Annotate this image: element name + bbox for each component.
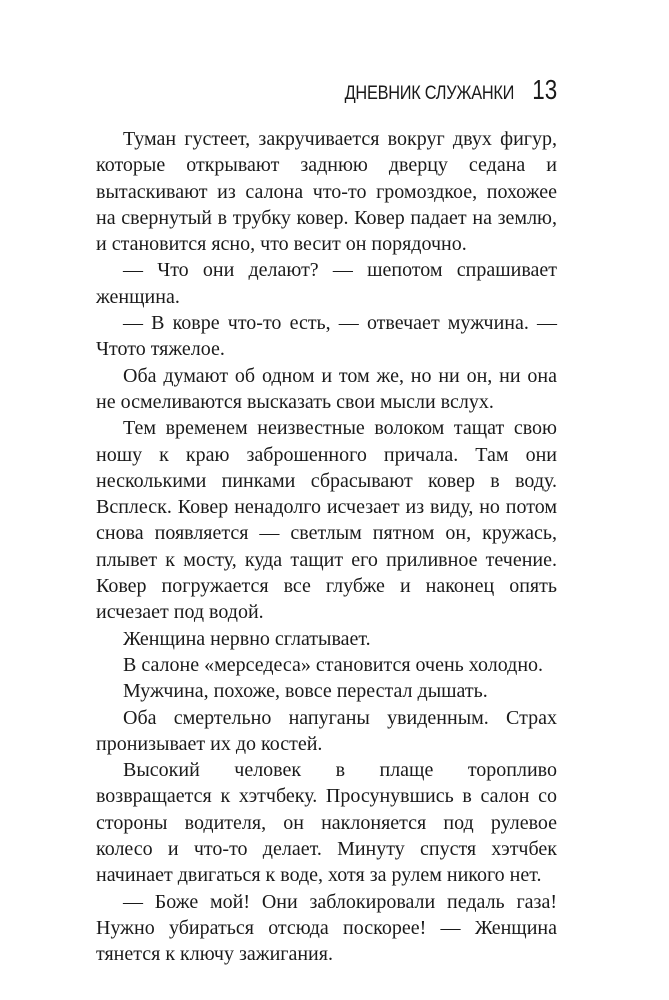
paragraph: Высокий человек в плаще торопливо возвращается к хэтчбеку. Просунувшись в салон со стороны водителя, он наклоняется под рулевое колесо и что-то делает. Минуту спустя хэтчбек начинает двигаться к воде, хотя за рулем никого нет. (96, 759, 557, 887)
paragraph: Тем временем неизвестные волоком тащат свою ношу к краю заброшенного причала. Там они несколькими пинками сбрасывают ковер в воду. Всплеск. Ковер ненадолго исчезает из виду, но потом снова появляется — светлым пятном он, кружась, плывет к мосту, куда тащит его приливное течение. Ковер погружается все глубже и наконец опять исчезает под водой. (96, 417, 557, 624)
paragraph: Мужчина, похоже, вовсе перестал дышать. (123, 680, 488, 703)
paragraph: В салоне «мерседеса» становится очень холодно. (123, 653, 544, 676)
paragraph: Оба думают об одном и том же, но ни он, ни она не осмеливаются высказать свои мысли вслух. (96, 364, 557, 413)
running-title: ДНЕВНИК СЛУЖАНКИ (344, 83, 514, 104)
paragraph: — Боже мой! Они заблокировали педаль газа! Нужно убираться отсюда поскорее! — Женщина тянется к ключу зажигания. (96, 890, 557, 966)
paragraph: — Что они делают? — шепотом спрашивает женщина. (96, 259, 557, 308)
paragraph: — В ковре что-то есть, — отвечает мужчина. — Чтото тяжелое. (96, 312, 557, 361)
running-head (96, 74, 557, 110)
page-number: 13 (532, 74, 557, 105)
paragraph: Туман густеет, закручивается вокруг двух фигур, которые открывают заднюю дверцу седана и вытаскивают из салона что-то громоздкое, похожее на свернутый в трубку ковер. Ковер падает на землю, и становится ясно, что весит он порядочно. (96, 128, 557, 256)
paragraph: Женщина нервно сглатывает. (123, 627, 371, 650)
paragraph: Оба смертельно напуганы увиденным. Страх пронизывает их до костей. (96, 706, 557, 755)
body-text (96, 126, 557, 968)
